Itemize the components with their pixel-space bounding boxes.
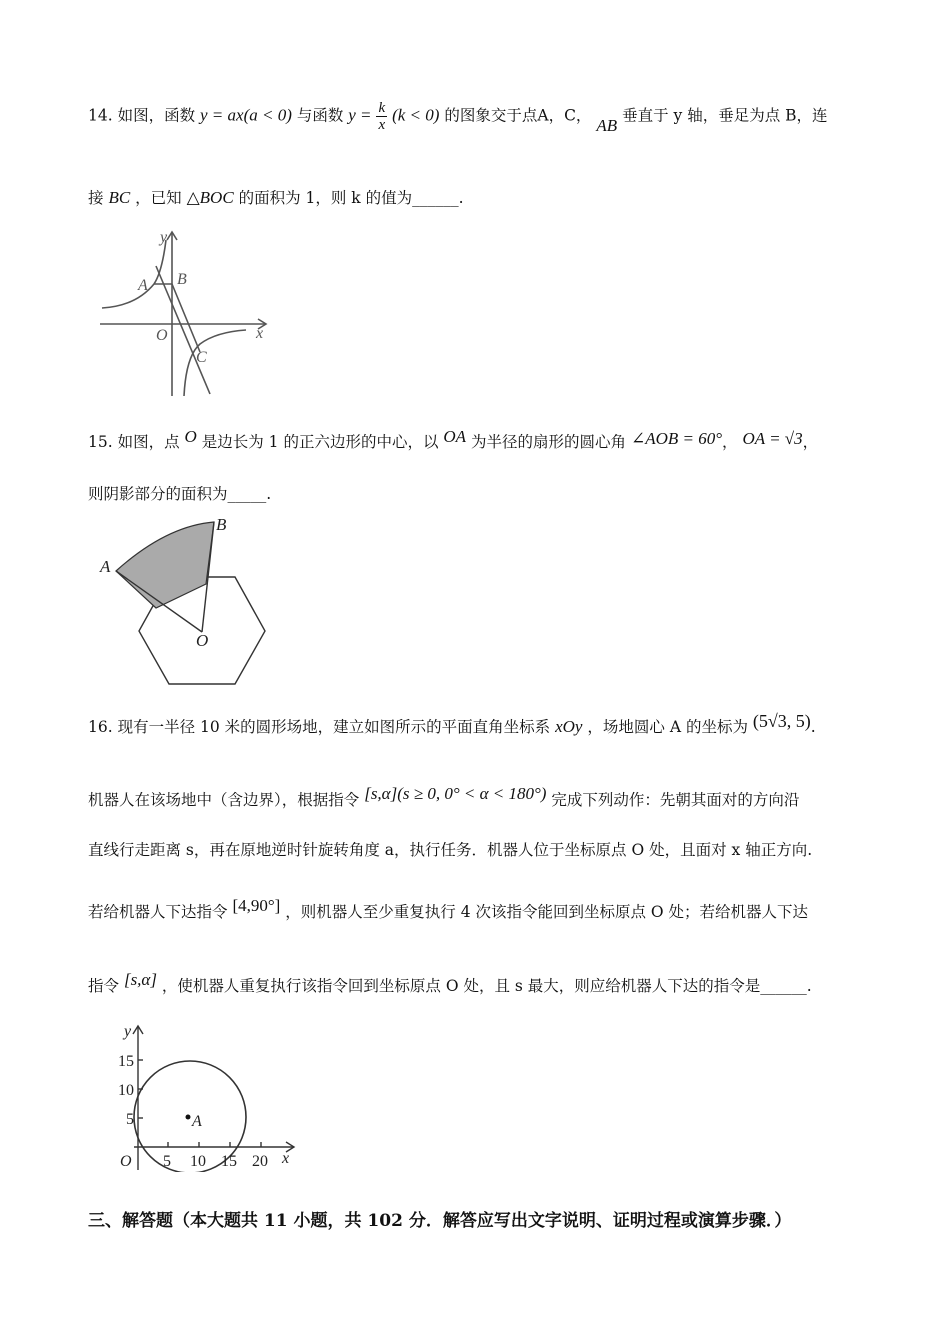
q14-mid3: 垂直于 y 轴，垂足为点 B，连 xyxy=(622,106,828,125)
q14-label-y: y xyxy=(160,229,168,246)
q15-comma: ， xyxy=(722,433,738,451)
q14-f2-cond: (k < 0) xyxy=(392,105,440,125)
q14-fraction xyxy=(376,100,387,133)
q16-l5-b: ，使机器人重复执行该指令回到坐标原点 O 处，且 s 最大，则应给机器人下达的指令是______. xyxy=(161,977,812,995)
q16-l4-b: ，则机器人至少重复执行 4 次该指令能回到坐标原点 O 处；若给机器人下达 xyxy=(285,903,809,921)
q16-line-3 xyxy=(88,840,812,860)
q14-label-a: A xyxy=(138,277,148,294)
q16-ytick-label-15: 15 xyxy=(118,1053,134,1070)
q16-cond: (s ≥ 0, 0° < α < 180°) xyxy=(397,784,547,803)
q14-frac-den: x xyxy=(378,117,386,133)
q14-mid2: 的图象交于点A，C， xyxy=(444,106,592,125)
q15-label-b: B xyxy=(216,515,227,534)
q16-xtick-label-15: 15 xyxy=(221,1153,237,1170)
q14-ab: AB xyxy=(596,115,618,135)
q14-line2-a: 接 xyxy=(88,189,104,207)
q14-f1-cond: (a < 0) xyxy=(243,105,292,125)
q16-label-y: y xyxy=(124,1023,132,1040)
q16-l5-a: 指令 xyxy=(88,977,120,995)
q15-o: O xyxy=(184,427,197,446)
q15-end: ， xyxy=(802,433,819,451)
q14-bc: BC xyxy=(108,188,131,207)
q15-label-o: O xyxy=(196,631,209,650)
q14-f2-lhs: y = xyxy=(348,105,372,125)
q15-shaded-region xyxy=(116,522,214,608)
q14-line-2 xyxy=(88,188,464,208)
q16-l1-a: 16. 现有一半径 10 米的圆形场地，建立如图所示的平面直角坐标系 xyxy=(88,718,551,736)
q16-line-4 xyxy=(88,896,809,922)
q16-ytick-label-10: 10 xyxy=(118,1082,134,1099)
q16-cmd: [s,α] xyxy=(364,784,398,803)
q16-label-x: x xyxy=(282,1150,290,1167)
q15-angle: ∠AOB = 60° xyxy=(630,429,723,448)
q14-f1: y = ax xyxy=(200,105,244,125)
section-heading: 三、解答题（本大题共 11 小题，共 102 分．解答应写出文字说明、证明过程或演算步骤．） xyxy=(88,1211,792,1231)
q16-xoy: xOy xyxy=(555,717,583,736)
q14-frac-num: k xyxy=(378,100,386,116)
q14-label-c: C xyxy=(196,349,207,366)
q14-figure xyxy=(96,228,276,400)
q16-line-2 xyxy=(88,784,800,810)
q14-segment-bc xyxy=(172,284,200,352)
q14-prefix: 14. 如图，函数 xyxy=(88,106,196,125)
q16-figure xyxy=(104,1020,304,1172)
q15-line2: 则阴影部分的面积为_____. xyxy=(88,485,272,503)
q14-hyperbola-right xyxy=(184,330,246,396)
q14-label-x: x xyxy=(256,325,264,342)
q15-mid2: 为半径的扇形的圆心角 xyxy=(471,433,627,451)
q14-label-o: O xyxy=(156,327,168,344)
q14-label-b: B xyxy=(177,271,187,288)
q16-center-point xyxy=(186,1115,191,1120)
q16-cmd2: [4,90°] xyxy=(232,896,281,915)
q16-l3: 直线行走距离 s，再在原地逆时针旋转角度 a，执行任务．机器人位于坐标原点 O 处，且面对 x 轴正方向. xyxy=(88,841,813,859)
q15-mid1: 是边长为 1 的正六边形的中心，以 xyxy=(201,433,439,451)
q14-line2-b: ，已知 xyxy=(135,189,182,207)
q16-label-o: O xyxy=(120,1153,132,1170)
q16-xtick-label-20: 20 xyxy=(252,1153,268,1170)
q14-line2-c: 的面积为 1，则 k 的值为______. xyxy=(238,189,464,207)
q15-prefix: 15. 如图，点 xyxy=(88,433,180,451)
q16-l1-end: . xyxy=(810,718,816,736)
q16-coord: (5√3, 5) xyxy=(752,711,811,731)
q15-line-1 xyxy=(88,427,819,452)
q16-line-1 xyxy=(88,711,816,737)
q14-line-1 xyxy=(88,100,828,133)
q16-l1-b: ，场地圆心 A 的坐标为 xyxy=(587,718,748,736)
q15-line-2 xyxy=(88,484,271,504)
q14-mid1: 与函数 xyxy=(296,106,344,125)
q16-xtick-label-10: 10 xyxy=(190,1153,206,1170)
q15-oa-value: OA = √3 xyxy=(742,429,803,448)
q16-ytick-label-5: 5 xyxy=(126,1111,134,1128)
q14-boc: △BOC xyxy=(186,188,234,207)
q16-l2-b: 完成下列动作：先朝其面对的方向沿 xyxy=(551,791,800,809)
q16-xtick-label-5: 5 xyxy=(163,1153,171,1170)
q15-label-a: A xyxy=(100,557,111,576)
q16-l2-a: 机器人在该场地中（含边界），根据指令 xyxy=(88,791,360,809)
q15-oa: OA xyxy=(443,427,467,446)
q16-label-a: A xyxy=(192,1113,202,1130)
q15-figure xyxy=(96,514,276,690)
q16-cmd3: [s,α] xyxy=(123,970,157,989)
q16-line-5 xyxy=(88,970,812,996)
q16-l4-a: 若给机器人下达指令 xyxy=(88,903,228,921)
q14-hyperbola-left xyxy=(102,240,166,308)
